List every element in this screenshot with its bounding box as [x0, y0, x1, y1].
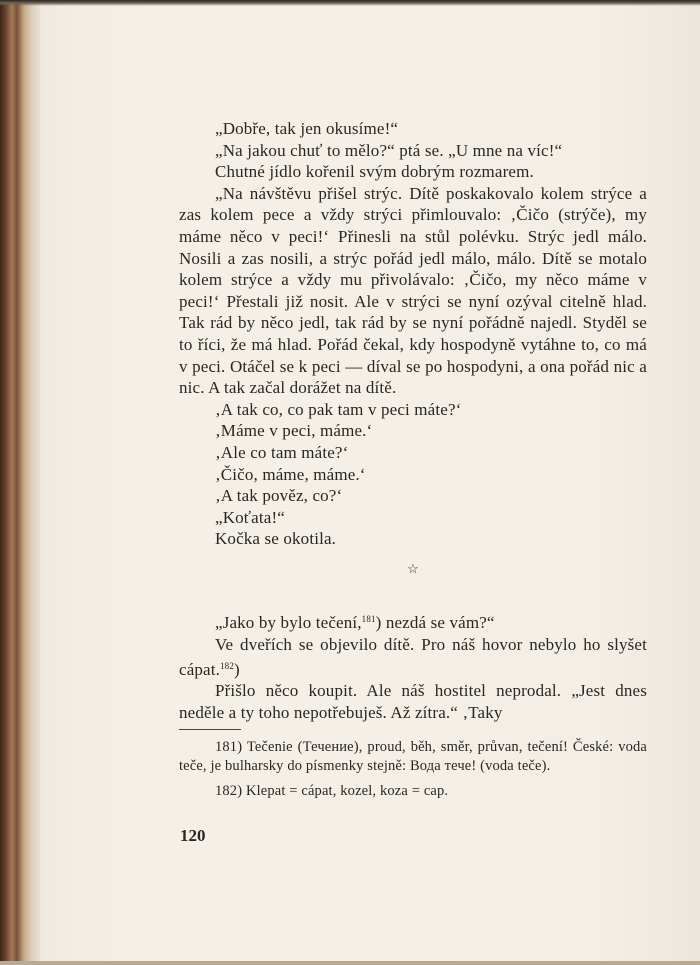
paragraph: Kočka se okotila. [215, 529, 337, 549]
main-text [179, 118, 647, 801]
footnotes [179, 738, 647, 801]
footnote-182: 182) Klepat = cápat, kozel, koza = cap. [215, 783, 449, 800]
footnote-ref-182: 182 [220, 660, 234, 671]
book-binding [0, 0, 40, 965]
paragraph: „Dobře, tak jen okusíme!“ [215, 119, 399, 138]
paragraph-text: ) nezdá se vám?“ [375, 613, 495, 633]
page-number: 120 [180, 826, 206, 845]
paragraph: ‚Máme v peci, máme.‘ [215, 421, 373, 441]
paragraph: „Na návštěvu přišel strýc. Dítě poskakovalo kolem strýce a zas kolem pece a vždy strýci přimlouvalo: ‚Čičo (strýče), my máme něco v peci!‘ Přinesli na stůl polévku. Strýc jedl málo. Nosili a zas nosili, a strýc pořád jedl málo, málo. Dítě se motalo kolem strýce a vždy mu přivolávalo: ‚Čičo, my něco máme v peci!‘ Přestali již nosit. Ale v strýci se nyní ozýval citelně hlad. Tak rád by něco jedl, tak rád by se nyní pořádně najedl. Styděl se to říci, že má hlad. Pořád čekal, kdy hospodyně vytáhne to, co má v peci. Otáčel se k peci — díval se po hospodyni, a ona pořád nic a nic. A tak začal dorážet na dítě. [179, 183, 647, 398]
paragraph-text: Ve dveřích se objevilo dítě. Pro náš hovor nebylo ho slyšet cápat. [179, 635, 647, 679]
paragraph: Chutné jídlo kořenil svým dobrým rozmarem. [215, 162, 534, 182]
paragraph: ‚Čičo, máme, máme.‘ [215, 464, 366, 484]
paragraph-text: ) [233, 659, 240, 679]
footnote-181: 181) Tečenie (Течение), proud, běh, směr, průvan, tečení! České: voda teče, je bulharsky do písmenky stejně: Вода тече! (voda teče). [179, 739, 647, 775]
paragraph [179, 634, 647, 680]
footnote-divider [179, 729, 241, 730]
paragraph: Přišlo něco koupit. Ale náš hostitel neprodal. „Jest dnes neděle a ty toho nepotřebuješ. Až zítra.“ ‚Taky [179, 681, 647, 722]
paragraph: ‚Ale co tam máte?‘ [215, 442, 349, 462]
paragraph: ‚A tak co, co pak tam v peci máte?‘ [215, 399, 462, 419]
paragraph: „Koťata!“ [215, 507, 285, 527]
section-separator-star: ☆ [407, 560, 419, 576]
footnote-ref-181: 181 [361, 614, 376, 625]
paragraph-text: „Jako by bylo tečení, [215, 613, 362, 633]
paragraph: ‚A tak pověz, co?‘ [215, 486, 343, 506]
page-bottom-edge [0, 961, 700, 965]
paragraph: „Na jakou chuť to mělo?“ ptá se. „U mne na víc!“ [215, 140, 563, 160]
page-top-edge [0, 0, 700, 6]
paragraph [179, 609, 647, 634]
